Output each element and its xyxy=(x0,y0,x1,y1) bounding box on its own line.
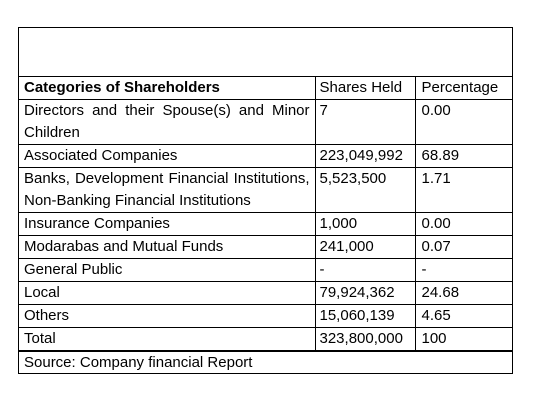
table-row xyxy=(19,282,512,305)
shares-cell: 323,800,000 xyxy=(315,328,415,351)
table-row xyxy=(19,145,512,168)
category-cell: Directors and their Spouse(s) and Minor Children xyxy=(19,100,315,145)
percentage-cell: - xyxy=(415,259,512,282)
shares-cell: 79,924,362 xyxy=(315,282,415,305)
table-row xyxy=(19,213,512,236)
header-category: Categories of Shareholders xyxy=(19,77,315,100)
category-cell: General Public xyxy=(19,259,315,282)
category-cell: Total xyxy=(19,328,315,351)
source-note: Source: Company financial Report xyxy=(19,351,512,373)
table-row xyxy=(19,328,512,351)
table-row xyxy=(19,259,512,282)
shareholding-table xyxy=(19,77,512,351)
category-cell: Associated Companies xyxy=(19,145,315,168)
category-cell: Insurance Companies xyxy=(19,213,315,236)
category-cell: Modarabas and Mutual Funds xyxy=(19,236,315,259)
shareholding-table-frame xyxy=(18,27,513,374)
percentage-cell: 0.00 xyxy=(415,100,512,145)
shares-cell: 5,523,500 xyxy=(315,168,415,213)
percentage-cell: 68.89 xyxy=(415,145,512,168)
shares-cell: 15,060,139 xyxy=(315,305,415,328)
table-caption-area xyxy=(19,28,512,77)
header-shares: Shares Held xyxy=(315,77,415,100)
percentage-cell: 24.68 xyxy=(415,282,512,305)
category-cell: Banks, Development Financial Institutions, Non-Banking Financial Institutions xyxy=(19,168,315,213)
category-cell: Local xyxy=(19,282,315,305)
table-row xyxy=(19,305,512,328)
table-header-row xyxy=(19,77,512,100)
shares-cell: 223,049,992 xyxy=(315,145,415,168)
shares-cell: - xyxy=(315,259,415,282)
category-cell: Others xyxy=(19,305,315,328)
table-row xyxy=(19,168,512,213)
shares-cell: 7 xyxy=(315,100,415,145)
percentage-cell: 0.00 xyxy=(415,213,512,236)
percentage-cell: 0.07 xyxy=(415,236,512,259)
table-row xyxy=(19,236,512,259)
shares-cell: 1,000 xyxy=(315,213,415,236)
percentage-cell: 4.65 xyxy=(415,305,512,328)
table-row xyxy=(19,100,512,145)
header-percentage: Percentage xyxy=(415,77,512,100)
percentage-cell: 100 xyxy=(415,328,512,351)
percentage-cell: 1.71 xyxy=(415,168,512,213)
shares-cell: 241,000 xyxy=(315,236,415,259)
